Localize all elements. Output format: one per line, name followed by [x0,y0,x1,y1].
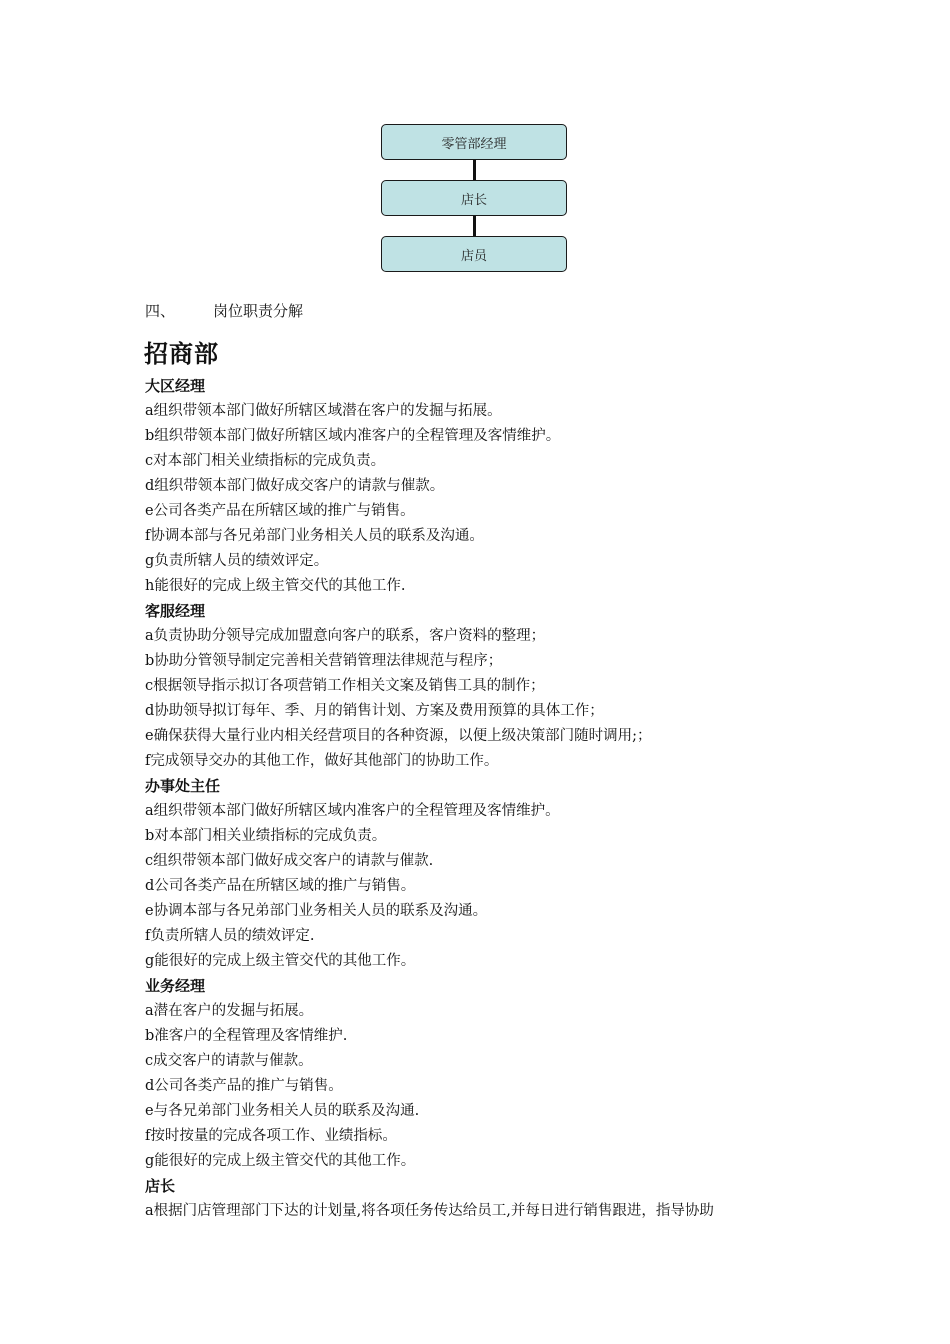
duty-item: b组织带领本部门做好所辖区域内准客户的全程管理及客情维护。 [145,428,561,444]
duty-item: c根据领导指示拟订各项营销工作相关文案及销售工具的制作； [145,678,545,694]
role-title: 业务经理 [145,977,206,995]
duty-item: e公司各类产品在所辖区域的推广与销售。 [145,503,415,519]
duty-item: c对本部门相关业绩指标的完成负责。 [145,453,386,469]
duty-item: a组织带领本部门做好所辖区域内准客户的全程管理及客情维护。 [145,803,560,819]
duty-item: g负责所辖人员的绩效评定。 [145,553,329,569]
duty-item: b准客户的全程管理及客情维护. [145,1028,348,1044]
duty-item: h能很好的完成上级主管交代的其他工作. [145,578,406,594]
org-connector [473,216,476,236]
duty-item: a组织带领本部门做好所辖区域潜在客户的发掘与拓展。 [145,403,502,419]
section-heading [145,300,303,321]
org-box-top: 零管部经理 [381,124,567,160]
role-title: 店长 [145,1177,176,1195]
duty-item: c组织带领本部门做好成交客户的请款与催款. [145,853,434,869]
duty-item: f协调本部与各兄弟部门业务相关人员的联系及沟通。 [145,528,484,544]
duty-item: f负责所辖人员的绩效评定. [145,928,315,944]
department-title: 招商部 [144,340,219,368]
org-box-bottom: 店员 [381,236,567,272]
duty-item: d协助领导拟订每年、季、月的销售计划、方案及费用预算的具体工作； [145,703,604,719]
duties-content [145,374,845,1224]
duty-item: g能很好的完成上级主管交代的其他工作。 [145,953,416,969]
duty-item: d组织带领本部门做好成交客户的请款与催款。 [145,478,445,494]
role-title: 大区经理 [145,377,206,395]
org-connector [473,160,476,180]
duty-item: a负责协助分领导完成加盟意向客户的联系，客户资料的整理； [145,628,546,644]
duty-item: a潜在客户的发掘与拓展。 [145,1003,314,1019]
duty-item: f按时按量的完成各项工作、业绩指标。 [145,1128,397,1144]
duty-item: a根据门店管理部门下达的计划量,将各项任务传达给员工,并每日进行销售跟进，指导协助 [145,1203,714,1219]
duty-item: b协助分管领导制定完善相关营销管理法律规范与程序； [145,653,503,669]
org-chart [381,124,569,274]
section-title: 岗位职责分解 [213,302,304,320]
duty-item: e确保获得大量行业内相关经营项目的各种资源，以便上级决策部门随时调用;； [145,728,652,744]
duty-item: d公司各类产品的推广与销售。 [145,1078,343,1094]
duty-item: e协调本部与各兄弟部门业务相关人员的联系及沟通。 [145,903,488,919]
duty-item: b对本部门相关业绩指标的完成负责。 [145,828,387,844]
duty-item: c成交客户的请款与催款。 [145,1053,313,1069]
role-title: 客服经理 [145,602,206,620]
section-number: 四、 [145,302,176,320]
org-box-middle: 店长 [381,180,567,216]
duty-item: e与各兄弟部门业务相关人员的联系及沟通. [145,1103,420,1119]
duty-item: g能很好的完成上级主管交代的其他工作。 [145,1153,416,1169]
duty-item: f完成领导交办的其他工作，做好其他部门的协助工作。 [145,753,499,769]
duty-item: d公司各类产品在所辖区域的推广与销售。 [145,878,416,894]
role-title: 办事处主任 [145,777,221,795]
